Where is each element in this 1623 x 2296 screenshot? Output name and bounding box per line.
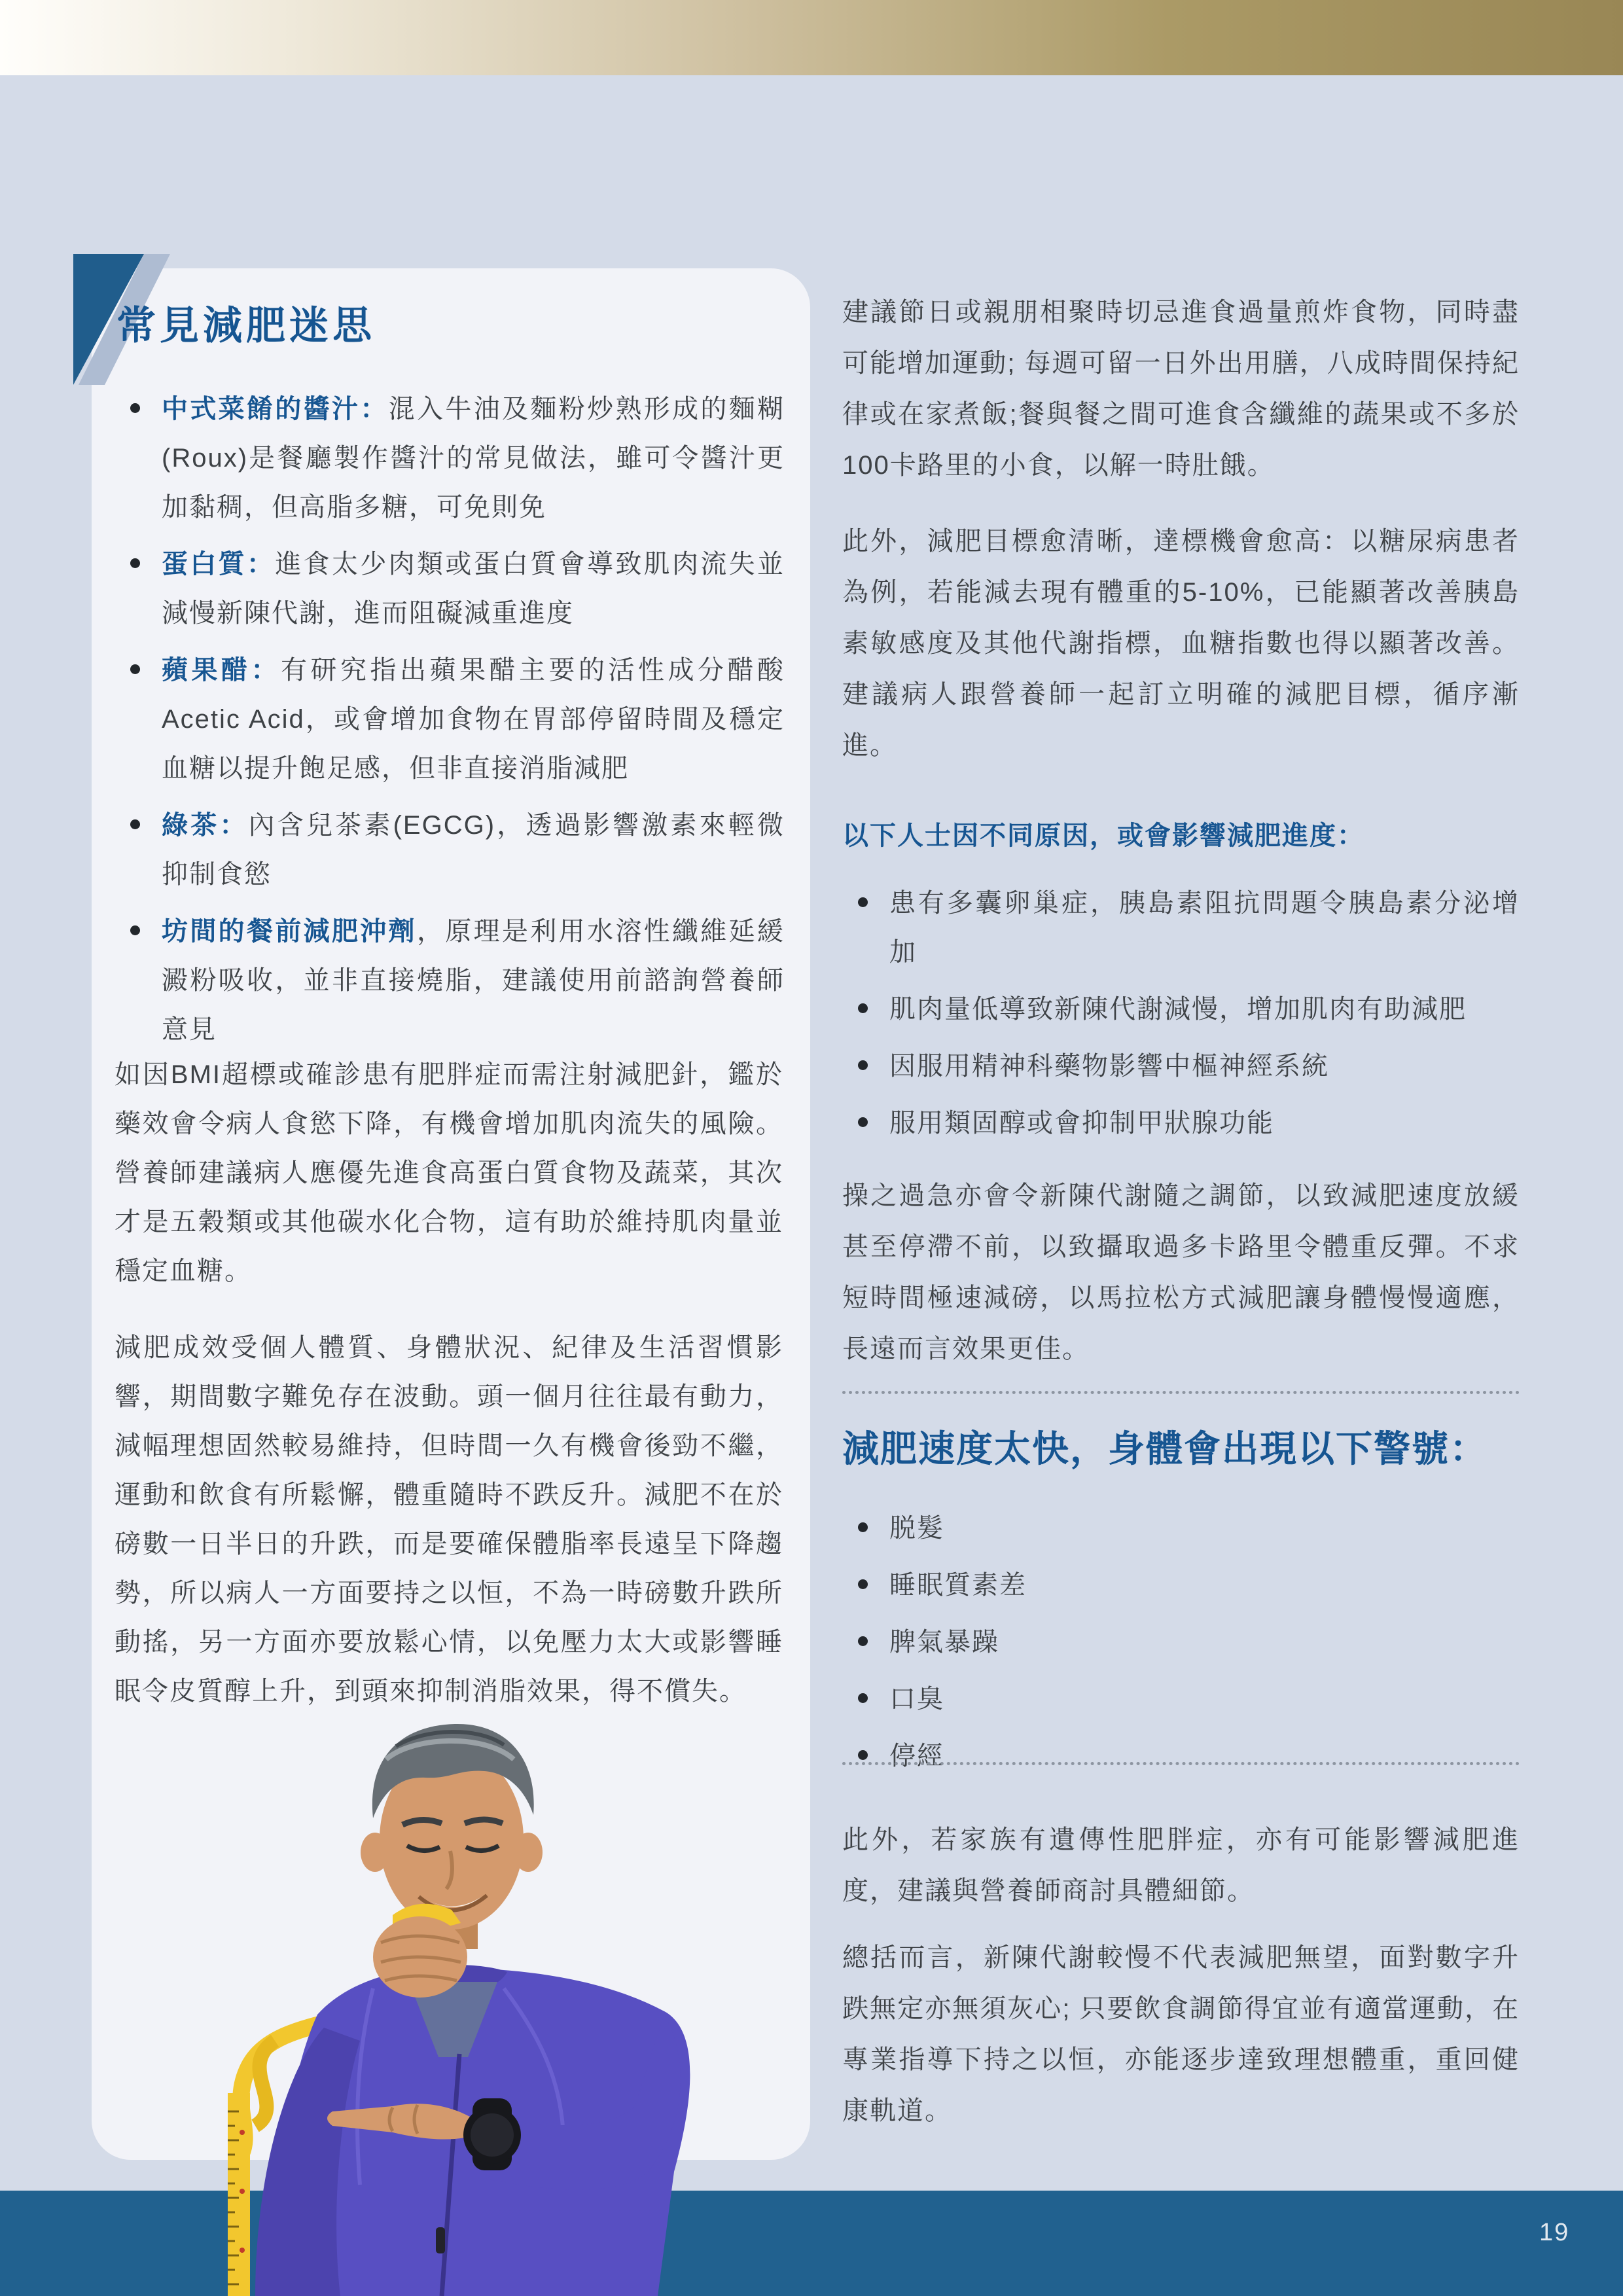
- myth-lead: 蛋白質：: [162, 550, 276, 579]
- myth-lead: 蘋果醋：: [162, 656, 281, 685]
- body-paragraph: 操之過急亦會令新陳代謝隨之調節，以致減肥速度放緩甚至停滯不前，以致攝取過多卡路里令體重反彈。不求短時間極速減磅，以馬拉松方式減肥讓身體慢慢適應，長遠而言效果更佳。: [842, 1181, 1520, 1363]
- myth-text: 混入牛油及麵粉炒熟形成的麵糊(Roux)是餐廳製作醬汁的常見做法，雖可令醬汁更加黏稠，但高脂多糖，可免則免: [162, 395, 785, 522]
- list-item: 睡眠質素差: [842, 1561, 1520, 1610]
- list-item: 脾氣暴躁: [842, 1618, 1520, 1667]
- list-item: 服用類固醇或會抑制甲狀腺功能: [842, 1099, 1520, 1148]
- list-item: [115, 540, 785, 638]
- list-item: 停經: [842, 1732, 1520, 1781]
- list-item: 口臭: [842, 1675, 1520, 1724]
- myth-lead: 中式菜餚的醬汁：: [162, 395, 389, 423]
- list-item: [115, 801, 785, 899]
- dotted-divider: [842, 1391, 1520, 1394]
- list-item: 因服用精神科藥物影響中樞神經系統: [842, 1042, 1520, 1091]
- body-paragraph: 此外，減肥目標愈清晰，達標機會愈高：以糖尿病患者為例，若能減去現有體重的5-10%，已能顯著改善胰島素敏感度及其他代謝指標，血糖指數也得以顯著改善。建議病人跟營養師一起訂立明確的減肥目標，循序漸進。: [842, 527, 1520, 760]
- hand-holding-tape: [373, 1904, 467, 1998]
- panel-title: 常見減肥迷思: [116, 304, 376, 348]
- page-number: 19: [1539, 2219, 1570, 2246]
- panel-paragraph: 如因BMI超標或確診患有肥胖症而需注射減肥針，鑑於藥效會令病人食慾下降，有機會增加肌肉流失的風險。營養師建議病人應優先進食高蛋白質食物及蔬菜，其次才是五穀類或其他碳水化合物，這有助於維持肌肉量並穩定血糖。: [115, 1060, 783, 1285]
- list-item: 脱髮: [842, 1504, 1520, 1553]
- body-paragraph: 總括而言，新陳代謝較慢不代表減肥無望，面對數字升跌無定亦無須灰心; 只要飲食調節得宜並有適當運動，在專業指導下持之以恒，亦能逐步達致理想體重，重回健康軌道。: [842, 1943, 1520, 2125]
- myth-text: 有研究指出蘋果醋主要的活性成分醋酸 Acetic Acid，或會增加食物在胃部停留時間及穩定血糖以提升飽足感，但非直接消脂減肥: [162, 656, 785, 783]
- list-item: 肌肉量低導致新陳代謝減慢，增加肌肉有助減肥: [842, 985, 1520, 1034]
- list-item: [115, 385, 785, 532]
- list-item: 患有多囊卵巢症，胰島素阻抗問題令胰島素分泌增加: [842, 879, 1520, 977]
- body-paragraph: 此外，若家族有遺傳性肥胖症，亦有可能影響減肥進度，建議與營養師商討具體細節。: [842, 1825, 1520, 1905]
- reasons-subhead: 以下人士因不同原因，或會影響減肥進度：: [842, 821, 1364, 850]
- dotted-divider: [842, 1762, 1520, 1765]
- myth-lead: 坊間的餐前減肥沖劑: [162, 917, 417, 946]
- warnings-list: [842, 1504, 1520, 1789]
- list-item: [115, 907, 785, 1054]
- warning-heading: 減肥速度太快，身體會出現以下警號：: [842, 1428, 1488, 1469]
- myth-text: 進食太少肉類或蛋白質會導致肌肉流失並減慢新陳代謝，進而阻礙減重進度: [162, 550, 785, 628]
- body-paragraph: 建議節日或親朋相聚時切忌進食過量煎炸食物，同時盡可能增加運動; 每週可留一日外出用膳，八成時間保持紀律或在家煮飯;餐與餐之間可進食含纖維的蔬果或不多於100卡路里的小食，以解一時肚餓。: [842, 298, 1520, 480]
- myth-list: [115, 385, 785, 1062]
- reasons-list: [842, 879, 1520, 1156]
- panel-paragraph: 減肥成效受個人體質、身體狀況、紀律及生活習慣影響，期間數字難免存在波動。頭一個月往往最有動力，減幅理想固然較易維持，但時間一久有機會後勁不繼，運動和飲食有所鬆懈，體重隨時不跌反升。減肥不在於磅數一日半日的升跌，而是要確保體脂率長遠呈下降趨勢，所以病人一方面要持之以恒，不為一時磅數升跌所動搖，另一方面亦要放鬆心情，以免壓力太大或影響睡眠令皮質醇上升，到頭來抑制消脂效果，得不償失。: [115, 1333, 783, 1706]
- list-item: [115, 646, 785, 793]
- myth-lead: 綠茶：: [162, 811, 249, 840]
- photo-man-with-measuring-tape: [177, 1674, 746, 2296]
- top-gold-bar: [0, 0, 1623, 75]
- myth-text: ，原理是利用水溶性纖維延緩澱粉吸收，並非直接燒脂，建議使用前諮詢營養師意見: [162, 917, 785, 1044]
- myth-text: 內含兒茶素(EGCG)，透過影響激素來輕微抑制食慾: [162, 811, 785, 889]
